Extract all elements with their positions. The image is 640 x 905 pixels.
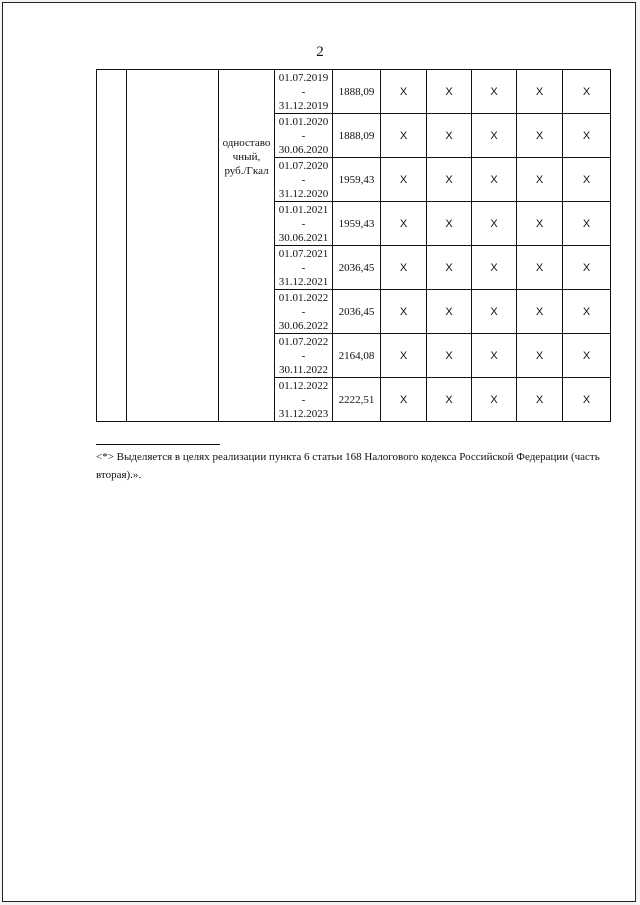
period-cell — [275, 378, 333, 422]
footnote-separator — [96, 444, 220, 445]
period-cell — [275, 246, 333, 290]
x-mark-cell: Х — [427, 70, 472, 114]
x-mark-cell: Х — [427, 290, 472, 334]
x-mark-cell: Х — [427, 246, 472, 290]
page-number: 2 — [316, 44, 324, 60]
unit-label-cell — [219, 70, 275, 422]
period-cell — [275, 70, 333, 114]
x-mark-cell: Х — [427, 202, 472, 246]
x-mark-cell: Х — [381, 378, 427, 422]
x-mark-cell: Х — [472, 290, 517, 334]
x-mark-cell: Х — [472, 114, 517, 158]
period-from: 01.01.2021 — [278, 203, 329, 216]
x-mark-cell: Х — [563, 290, 611, 334]
x-mark-cell: Х — [381, 202, 427, 246]
x-mark-cell: Х — [563, 114, 611, 158]
period-dash: - — [301, 261, 306, 274]
x-mark-cell: Х — [517, 334, 563, 378]
period-dash: - — [301, 173, 306, 186]
x-mark-cell: Х — [381, 246, 427, 290]
period-to: 30.11.2022 — [278, 363, 329, 376]
tariff-value: 1888,09 — [333, 114, 381, 158]
x-mark-cell: Х — [472, 158, 517, 202]
tariff-table-body — [97, 70, 611, 422]
period-cell — [275, 290, 333, 334]
x-mark-cell: Х — [472, 246, 517, 290]
period-dash: - — [301, 85, 306, 98]
x-mark-cell: Х — [563, 202, 611, 246]
tariff-value: 1959,43 — [333, 158, 381, 202]
tariff-value: 2036,45 — [333, 290, 381, 334]
tariff-value: 2036,45 — [333, 246, 381, 290]
blank-cell-1 — [97, 70, 127, 422]
table-row — [97, 70, 611, 114]
x-mark-cell: Х — [563, 334, 611, 378]
x-mark-cell: Х — [381, 158, 427, 202]
x-mark-cell: Х — [427, 334, 472, 378]
tariff-value: 1888,09 — [333, 70, 381, 114]
x-mark-cell: Х — [381, 70, 427, 114]
period-from: 01.07.2021 — [278, 247, 329, 260]
x-mark-cell: Х — [563, 158, 611, 202]
period-from: 01.01.2022 — [278, 291, 329, 304]
blank-cell-2 — [127, 70, 219, 422]
period-from: 01.01.2020 — [278, 115, 329, 128]
x-mark-cell: Х — [472, 334, 517, 378]
x-mark-cell: Х — [472, 378, 517, 422]
period-to: 31.12.2023 — [278, 407, 329, 420]
x-mark-cell: Х — [517, 202, 563, 246]
period-dash: - — [301, 129, 306, 142]
x-mark-cell: Х — [427, 158, 472, 202]
x-mark-cell: Х — [517, 70, 563, 114]
tariff-table — [96, 69, 611, 422]
x-mark-cell: Х — [381, 334, 427, 378]
x-mark-cell: Х — [517, 114, 563, 158]
period-from: 01.07.2022 — [278, 335, 329, 348]
period-to: 31.12.2020 — [278, 187, 329, 200]
period-from: 01.12.2022 — [278, 379, 329, 392]
x-mark-cell: Х — [517, 378, 563, 422]
period-to: 30.06.2020 — [278, 143, 329, 156]
x-mark-cell: Х — [427, 114, 472, 158]
x-mark-cell: Х — [427, 378, 472, 422]
x-mark-cell: Х — [563, 378, 611, 422]
period-dash: - — [301, 305, 306, 318]
period-from: 01.07.2019 — [278, 71, 329, 84]
period-dash: - — [301, 217, 306, 230]
period-dash: - — [301, 393, 306, 406]
period-cell — [275, 114, 333, 158]
period-cell — [275, 158, 333, 202]
footnote-text: <*> Выделяется в целях реализации пункта 6 статьи 168 Налогового кодекса Российской Федерации (часть вторая).». — [96, 451, 600, 481]
period-to: 30.06.2022 — [278, 319, 329, 332]
period-to: 30.06.2021 — [278, 231, 329, 244]
x-mark-cell: Х — [517, 290, 563, 334]
x-mark-cell: Х — [563, 246, 611, 290]
x-mark-cell: Х — [472, 202, 517, 246]
period-to: 31.12.2021 — [278, 275, 329, 288]
tariff-value: 1959,43 — [333, 202, 381, 246]
x-mark-cell: Х — [472, 70, 517, 114]
unit-label: одноставо чный, руб./Гкал — [222, 136, 271, 177]
period-cell — [275, 334, 333, 378]
x-mark-cell: Х — [517, 158, 563, 202]
period-dash: - — [301, 349, 306, 362]
x-mark-cell: Х — [381, 114, 427, 158]
tariff-value: 2222,51 — [333, 378, 381, 422]
x-mark-cell: Х — [517, 246, 563, 290]
x-mark-cell: Х — [563, 70, 611, 114]
period-from: 01.07.2020 — [278, 159, 329, 172]
x-mark-cell: Х — [381, 290, 427, 334]
period-cell — [275, 202, 333, 246]
tariff-value: 2164,08 — [333, 334, 381, 378]
period-to: 31.12.2019 — [278, 99, 329, 112]
